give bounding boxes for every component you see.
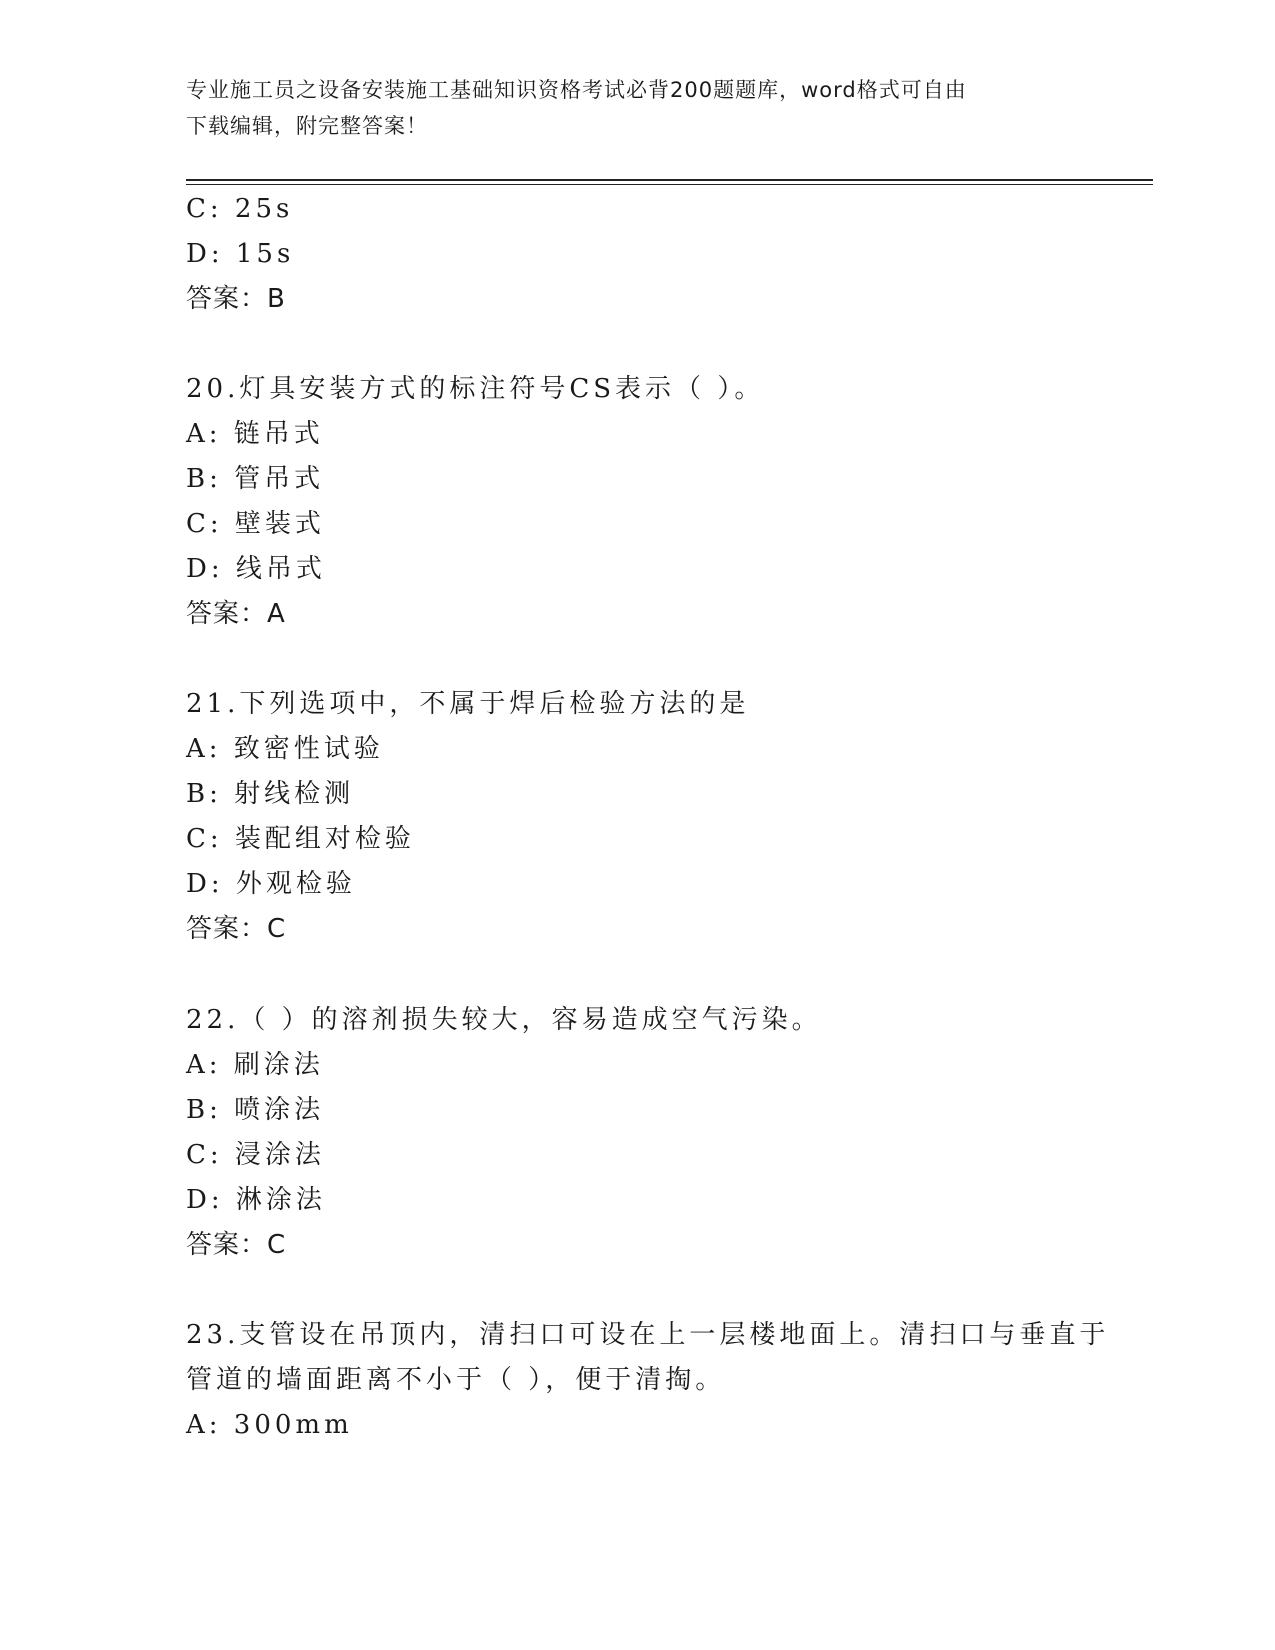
option-c: C: 装配组对检验 <box>186 824 415 854</box>
option-c: C: 壁装式 <box>186 509 325 539</box>
question-stem: 22.（ ）的溶剂损失较大，容易造成空气污染。 <box>186 1005 822 1035</box>
option-a: A: 300mm <box>186 1410 353 1440</box>
option-c: C: 25s <box>186 194 294 224</box>
page-header <box>186 72 1066 144</box>
question-stem-line-2: 管道的墙面距离不小于（ ），便于清掏。 <box>186 1365 726 1395</box>
option-d: D: 15s <box>186 239 295 269</box>
header-rule-bottom <box>186 184 1153 185</box>
option-a: A: 刷涂法 <box>186 1050 324 1080</box>
answer-label: 答案：B <box>186 284 286 314</box>
answer-label: 答案：A <box>186 599 286 629</box>
header-title-line-1: 专业施工员之设备安装施工基础知识资格考试必背200题题库，word格式可自由 <box>186 78 967 102</box>
option-a: A: 链吊式 <box>186 419 324 449</box>
option-d: D: 淋涂法 <box>186 1185 326 1215</box>
answer-label: 答案：C <box>186 1230 287 1260</box>
header-rule-top <box>186 179 1153 181</box>
option-b: B: 管吊式 <box>186 464 325 494</box>
option-b: B: 射线检测 <box>186 779 355 809</box>
option-d: D: 线吊式 <box>186 554 326 584</box>
question-stem: 21.下列选项中，不属于焊后检验方法的是 <box>186 689 750 719</box>
header-title-line-2: 下载编辑，附完整答案！ <box>186 114 428 138</box>
option-a: A: 致密性试验 <box>186 734 384 764</box>
option-d: D: 外观检验 <box>186 869 356 899</box>
question-stem: 20.灯具安装方式的标注符号CS表示（ ）。 <box>186 374 765 404</box>
answer-label: 答案：C <box>186 914 287 944</box>
option-c: C: 浸涂法 <box>186 1140 325 1170</box>
option-b: B: 喷涂法 <box>186 1095 325 1125</box>
question-stem-line-1: 23.支管设在吊顶内，清扫口可设在上一层楼地面上。清扫口与垂直于 <box>186 1320 1110 1350</box>
